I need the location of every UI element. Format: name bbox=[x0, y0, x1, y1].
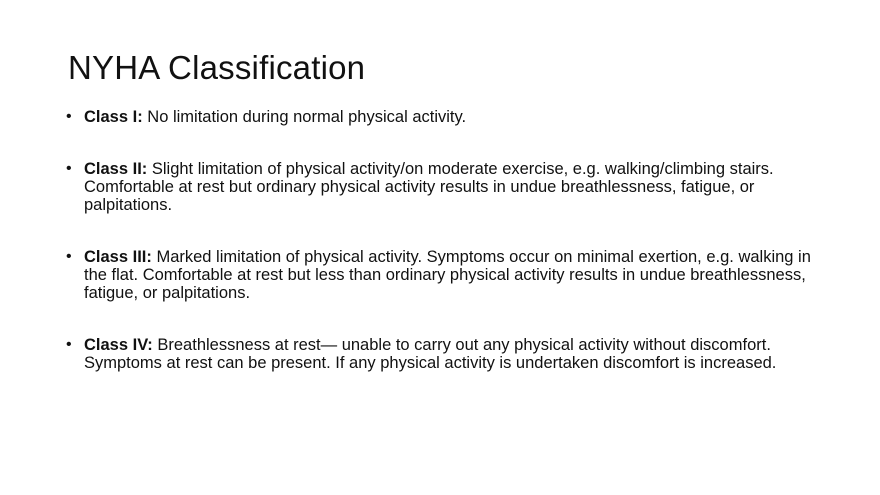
bullet-dot-icon: • bbox=[66, 160, 72, 177]
bullet-item-class-4 bbox=[66, 336, 826, 372]
bullet-list bbox=[66, 108, 826, 372]
class-description: Breathlessness at rest— unable to carry out any physical activity without discomfort. Symptoms at rest can be present. If any physical activity is undertaken discomfort is increased. bbox=[84, 336, 777, 372]
class-label: Class II: bbox=[84, 160, 148, 178]
slide-title: NYHA Classification bbox=[68, 49, 366, 86]
class-label: Class III: bbox=[84, 248, 152, 266]
bullet-item-class-1 bbox=[66, 108, 826, 126]
class-label: Class I: bbox=[84, 108, 143, 126]
bullet-item-class-3 bbox=[66, 248, 826, 302]
class-description: Marked limitation of physical activity. Symptoms occur on minimal exertion, e.g. walking in the flat. Comfortable at rest but less than ordinary physical activity results in undue breathlessness, fatigue, or palpitations. bbox=[84, 248, 811, 302]
class-label: Class IV: bbox=[84, 336, 153, 354]
bullet-dot-icon: • bbox=[66, 248, 72, 265]
bullet-item-class-2 bbox=[66, 160, 826, 214]
bullet-dot-icon: • bbox=[66, 108, 72, 125]
class-description: No limitation during normal physical activity. bbox=[142, 108, 467, 126]
class-description: Slight limitation of physical activity/on moderate exercise, e.g. walking/climbing stairs. Comfortable at rest but ordinary physical activity results in undue breathlessness, fatigue, or palpitations. bbox=[84, 160, 774, 214]
bullet-dot-icon: • bbox=[66, 336, 72, 353]
